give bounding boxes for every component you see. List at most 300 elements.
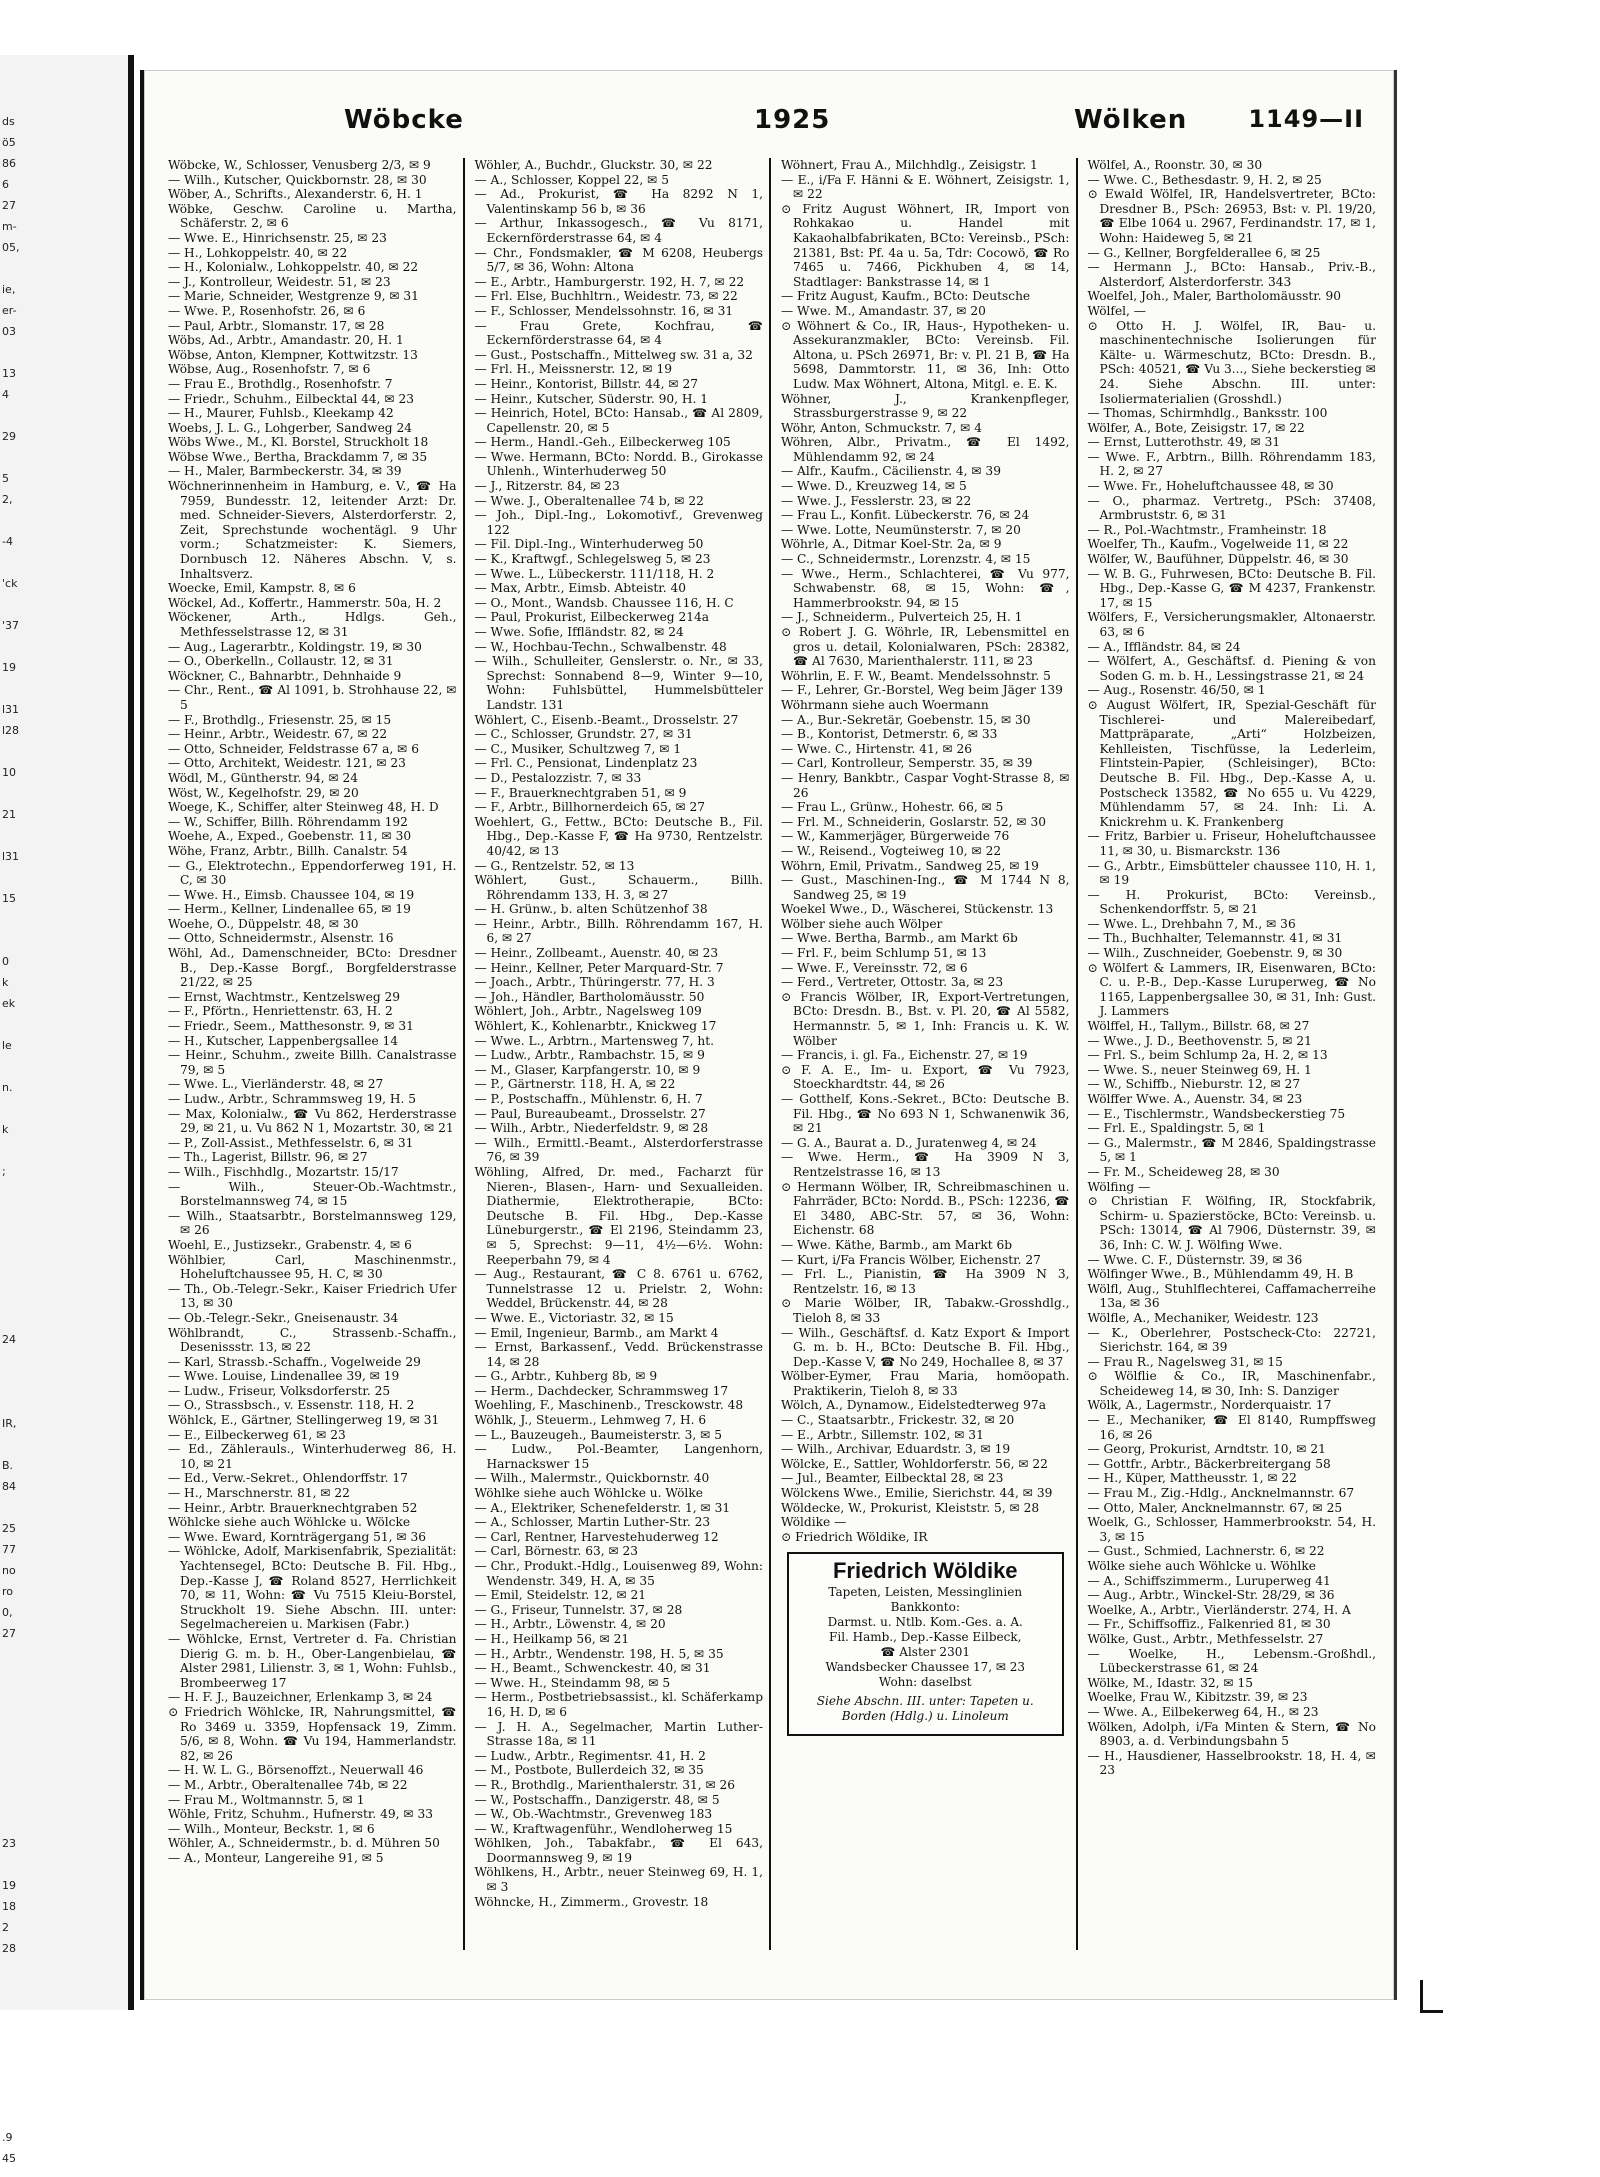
directory-entry: Wölffel, H., Tallym., Billstr. 68, ✉ 27 [1087,1019,1310,1034]
directory-entry: — Wwe. H., Eimsb. Chaussee 104, ✉ 19 [168,887,415,902]
directory-entry: Wöhlcke siehe auch Wöhlcke u. Wölcke [168,1515,411,1530]
directory-entry: — Paul, Bureaubeamt., Drosselstr. 27 [474,1106,706,1121]
directory-entry: — Otto, Maler, Ancknelmannstr. 67, ✉ 25 [1087,1500,1343,1515]
directory-entry: — H. F. J., Bauzeichner, Erlenkamp 3, ✉ 24 [168,1690,433,1705]
directory-entry: ⊙ Christian F. Wölfing, IR, Stockfabrik, Schirm- u. Spazierstöcke, BCto: Vereinsb. u. PSch: 13014, ☎ Al 7906, Düsternstr. 39, ✉ 36, Inh: C. W. J. Wölfing Wwe. [1087,1194,1376,1252]
directory-entry: — Chr., Fondsmakler, ☎ M 6208, Heubergs 5/7, ✉ 36, Wohn: Altona [474,245,763,275]
directory-entry: — Wwe. H., Steindamm 98, ✉ 5 [474,1675,671,1690]
directory-entry: — Hermann J., BCto: Hansab., Priv.-B., Alsterdorf, Alsterdorferstr. 343 [1087,260,1376,289]
directory-entry: — F., Pförtn., Henriettenstr. 63, H. 2 [168,1004,393,1019]
directory-entry: — Wwe. E., Victoriastr. 32, ✉ 15 [474,1310,674,1325]
directory-entry: Wöhlbrandt, C., Strassenb.-Schaffn., Desenissstr. 13, ✉ 22 [168,1325,457,1355]
directory-entry: — Chr., Rent., ☎ Al 1091, b. Strohhause 22, ✉ 5 [168,683,457,712]
directory-entry: ⊙ Wölfert & Lammers, IR, Eisenwaren, BCto: C. u. P.-B., Dep.-Kasse Luruperweg, ☎ No 1165, Lappenbergsallee 30, ✉ 31, Inh: Gust. J. Lammers [1087,960,1376,1019]
directory-entry: — Heinrich, Hotel, BCto: Hansab., ☎ Al 2809, Capellenstr. 20, ✉ 5 [474,406,763,435]
directory-entry: Wöhle, Fritz, Schuhm., Hufnerstr. 49, ✉ 33 [168,1807,434,1822]
directory-entry: — Wwe. L., Vierländerstr. 48, ✉ 27 [168,1077,384,1092]
directory-entry: — Heinr., Kellner, Peter Marquard-Str. 7 [474,960,724,975]
header-right-keyword: Wölken [1074,105,1188,135]
directory-entry: Wöhling, Alfred, Dr. med., Facharzt für Nieren-, Blasen-, Harn- und Sexualleiden. Diathermie, Elektrotherapie, BCto: Deutsche B. Fil. Hbg., Dep.-Kasse Lüneburgerstr., ☎ El 2196, Steindamm 23, ✉ 5, Sprechst: 9—11, 4½—6½. Wohn: Reeperbahn 79, ✉ 4 [474,1164,763,1267]
directory-entry: — Henry, Bankbtr., Caspar Voght-Strasse 8, ✉ 26 [781,770,1070,800]
directory-entry: — Ludw., Arbtr., Schrammsweg 19, H. 5 [168,1092,417,1106]
directory-entry: — Ernst, Wachtmstr., Kentzelsweg 29 [168,989,401,1004]
directory-entry: Woelfel, Joh., Maler, Bartholomäusstr. 90 [1087,289,1341,304]
directory-entry: — Frl. M., Schneiderin, Goslarstr. 52, ✉ 30 [781,814,1046,829]
directory-entry: — Heinr., Kutscher, Süderstr. 90, H. 1 [474,391,709,406]
directory-entry: — Wwe. Sofie, Iffländstr. 82, ✉ 24 [474,625,684,639]
directory-entry: Wöbcke, W., Schlosser, Venusberg 2/3, ✉ 9 [168,158,431,172]
directory-entry: Wöhnert, Frau A., Milchhdlg., Zeisigstr. 1 [781,158,1038,172]
directory-entry: — G., Malermstr., ☎ M 2846, Spaldingstrasse 5, ✉ 1 [1087,1135,1376,1165]
directory-entry: Wöckner, C., Bahnarbtr., Dehnhaide 9 [168,668,402,683]
directory-entry: — Aug., Lagerarbtr., Koldingstr. 19, ✉ 30 [168,639,422,654]
directory-entry: — Emil, Ingenieur, Barmb., am Markt 4 [474,1325,719,1340]
directory-entry: Wöber, A., Schrifts., Alexanderstr. 6, H. 1 [168,187,423,202]
directory-entry: Wölfing — [1087,1179,1151,1194]
adjacent-page-fragment: 28 [2,1942,16,1955]
directory-entry: Woege, K., Schiffer, alter Steinweg 48, H. D [168,800,439,815]
directory-entry: — Carl, Kontrolleur, Semperstr. 35, ✉ 39 [781,756,1033,771]
advertisement-line: Wandsbecker Chaussee 17, ✉ 23 [825,1660,1026,1674]
directory-entry: — Gust., Postschaffn., Mittelweg sw. 31 a, 32 [474,347,753,362]
directory-entry: Wölffer Wwe. A., Auenstr. 34, ✉ 23 [1087,1092,1303,1106]
column-3 [777,158,1078,1950]
directory-entry: Wöhr, Anton, Schmuckstr. 7, ✉ 4 [781,420,982,435]
adjacent-page-fragment: 27 [2,199,16,212]
adjacent-page-fragment: l31 [2,850,20,863]
directory-entry: Wöhren, Albr., Privatm., ☎ El 1492, Mühlendamm 92, ✉ 24 [781,435,1070,464]
directory-entry: — Heinr., Schuhm., zweite Billh. Canalstrasse 79, ✉ 5 [168,1048,457,1077]
advertisement-line: Wohn: daselbst [878,1675,972,1689]
directory-entry: — G., Elektrotechn., Eppendorferweg 191, H. C, ✉ 30 [168,858,457,888]
directory-entry: — Th., Buchhalter, Telemannstr. 41, ✉ 31 [1087,931,1343,946]
adjacent-page-fragment: ie, [2,283,16,296]
directory-entry: Wölfl, Aug., Stuhlflechterei, Caffamacherreihe 13a, ✉ 36 [1087,1281,1376,1311]
directory-entry: ⊙ Robert J. G. Wöhrle, IR, Lebensmittel en gros u. detail, Kolonialwaren, PSch: 28382, ☎ Al 7630, Marienthalerstr. 111, ✉ 23 [781,625,1070,669]
directory-entry: — Wwe. Käthe, Barmb., am Markt 6b [781,1237,1013,1252]
adjacent-page-fragment: 23 [2,1837,16,1850]
directory-entry: ⊙ Friedrich Wöhlcke, IR, Nahrungsmittel, ☎ Ro 3469 u. 3359, Hopfensack 19, Zimm. 5/6, ✉ 8, Wohn. ☎ Vu 194, Hammerlandstr. 82, ✉ 26 [168,1704,457,1763]
directory-entry: — Wilh., Ermittl.-Beamt., Alsterdorferstrasse 76, ✉ 39 [474,1135,763,1165]
directory-entry: — Wwe. C. F., Düsternstr. 39, ✉ 36 [1087,1252,1303,1267]
directory-entry: Woehe, A., Exped., Goebenstr. 11, ✉ 30 [168,829,412,844]
directory-entry: Wöhrn, Emil, Privatm., Sandweg 25, ✉ 19 [781,858,1039,873]
directory-entry: — K., Oberlehrer, Postscheck-Cto: 22721, Sierichstr. 164, ✉ 39 [1087,1325,1376,1355]
directory-entry: ⊙ Francis Wölber, IR, Export-Vertretungen, BCto: Dresdn. B., Bst. v. Pl. 20, ☎ Al 5582, Hermannstr. 5, ✉ 1, Inh: Francis u. K. W. Wölber [781,989,1070,1048]
directory-entry: — Wwe. J., Fesslerstr. 23, ✉ 22 [781,493,972,508]
adjacent-page-fragment: 15 [2,892,16,905]
directory-entry: — Wilh., Steuer-Ob.-Wachtmstr., Borstelmannsweg 74, ✉ 15 [168,1179,457,1209]
directory-entry: — Ob.-Telegr.-Sekr., Gneisenaustr. 34 [168,1310,399,1325]
adjacent-page-fragment: B. [2,1459,14,1472]
directory-entry: — Ernst, Barkassenf., Vedd. Brückenstrasse 14, ✉ 28 [474,1340,763,1369]
directory-entry: — Ad., Prokurist, ☎ Ha 8292 N 1, Valentinskamp 56 b, ✉ 36 [474,187,763,216]
adjacent-page-fragment: er- [2,304,17,317]
directory-entry: — Aug., Rosenstr. 46/50, ✉ 1 [1087,683,1266,698]
directory-entry: — Heinr., Arbtr., Weidestr. 67, ✉ 22 [168,727,388,742]
directory-entry: — W., Schiffb., Nieburstr. 12, ✉ 27 [1087,1077,1301,1092]
directory-entry: Wöhl, Ad., Damenschneider, BCto: Dresdner B., Dep.-Kasse Borgf., Borgfelderstrasse 21/22, ✉ 25 [168,946,457,990]
directory-entry: — Ludw., Pol.-Beamter, Langenhorn, Harnackswег 15 [474,1442,763,1471]
directory-entry: — Fil. Dipl.-Ing., Winterhuderweg 50 [474,537,704,552]
directory-entry: — Wöhlcke, Ernst, Vertreter d. Fa. Christian Dierig G. m. b. H., Ober-Langenbielau, ☎ Alster 2981, Lilienstr. 3, ✉ 1, Wohn: Fuhlsb., Brombeerweg 17 [168,1631,457,1690]
directory-entry: — Ed., Zählerauls., Winterhuderweg 86, H. 10, ✉ 21 [168,1442,457,1471]
directory-entry: Wöhrmann siehe auch Woermann [781,697,989,712]
directory-entry: — Wwe., Herm., Schlachterei, ☎ Vu 977, Schwabenstr. 68, ✉ 15, Wohn: ☎, Hammerbrookstr. 94, ✉ 15 [781,566,1070,610]
directory-entry: Wöhlken, Joh., Tabakfabr., ☎ El 643, Doormannsweg 9, ✉ 19 [474,1836,763,1865]
directory-entry: — Heinr., Arbtr. Brauerknechtgraben 52 [168,1500,418,1515]
directory-entry: — Chr., Produkt.-Hdlg., Louisenweg 89, Wohn: Wendenstr. 349, H. A, ✉ 35 [474,1559,763,1588]
directory-entry: — P., Gärtnerstr. 118, H. A, ✉ 22 [474,1077,676,1092]
directory-entry: — Wwe. M., Amandastr. 37, ✉ 20 [781,303,986,318]
column-1 [164,158,465,1950]
directory-entry: — Frau Grete, Kochfrau, ☎ Eckernförderstrasse 64, ✉ 4 [474,318,763,348]
directory-entry: — W., Kraftwagenführ., Wendloherweg 15 [474,1821,733,1836]
directory-entry: — Heinr., Zollbeamt., Auenstr. 40, ✉ 23 [474,946,719,961]
directory-entry: Wölfel, — [1087,303,1146,318]
directory-entry: — C., Schneidermstr., Lorenzstr. 4, ✉ 15 [781,552,1031,567]
directory-entry: — H., Arbtr., Wendenstr. 198, H. 5, ✉ 35 [474,1646,724,1661]
directory-entry: — Frau M., Woltmannstr. 5, ✉ 1 [168,1792,365,1807]
directory-entry: — Carl, Rentner, Harvestehuderweg 12 [474,1529,719,1544]
directory-entry: Woecke, Emil, Kampstr. 8, ✉ 6 [168,581,356,596]
adjacent-page-fragment: 19 [2,661,16,674]
adjacent-page-fragment: .9 [2,2131,13,2144]
adjacent-page-fragment: le [2,1039,12,1052]
directory-entry: — Max, Kolonialw., ☎ Vu 862, Herderstrasse 29, ✉ 21, u. Vu 862 N 1, Mozartstr. 30, ✉ 21 [168,1106,457,1136]
directory-entry: — E., Arbtr., Sillemstr. 102, ✉ 31 [781,1427,984,1442]
adjacent-page-fragment: ro [2,1585,14,1598]
directory-entry: — F., Lehrer, Gr.-Borstel, Weg beim Jäger 139 [781,683,1063,698]
directory-entry: — Fr. M., Scheideweg 28, ✉ 30 [1087,1164,1280,1179]
directory-entry: Wödl, M., Güntherstr. 94, ✉ 24 [168,770,359,785]
directory-entry: Wöbse Wwe., Bertha, Brackdamm 7, ✉ 35 [168,449,428,464]
directory-entry: — Woelke, H., Lebensm.-Großhdl., Lübeckerstrasse 61, ✉ 24 [1087,1646,1376,1676]
directory-entry: — Joh., Händler, Bartholomäusstr. 50 [474,989,705,1004]
directory-entry: Wölber-Eymer, Frau Maria, homöopath. Praktikerin, Tieloh 8, ✉ 33 [781,1369,1070,1398]
adjacent-page-fragment: 05, [2,241,20,254]
adjacent-page-fragment: '37 [2,619,20,632]
directory-entry: Woehl, E., Justizsekr., Grabenstr. 4, ✉ 6 [168,1237,412,1252]
directory-entry: — Kurt, i/Fa Francis Wölber, Eichenstr. 27 [781,1252,1041,1267]
directory-entry: — O., Strassbsch., v. Essenstr. 118, H. 2 [168,1398,415,1413]
directory-entry: — Wilh., Malermstr., Quickbornstr. 40 [474,1471,710,1486]
directory-entry: — G. A., Baurat a. D., Juratenweg 4, ✉ 24 [781,1135,1037,1150]
directory-entry: — F., Arbtr., Billhornerdeich 65, ✉ 27 [474,800,706,815]
adjacent-page-fragment: -4 [2,535,13,548]
adjacent-page-fragment: 18 [2,1900,16,1913]
directory-entry: — C., Schlosser, Grundstr. 27, ✉ 31 [474,727,693,742]
directory-entry: — Joh., Dipl.-Ing., Lokomotivf., Grevenweg 122 [474,508,763,537]
directory-entry: — H. W. L. G., Börsenoffzt., Neuerwall 46 [168,1763,424,1778]
adjacent-page-fragment: n. [2,1081,13,1094]
directory-entry: — A., Elektriker, Schenefelderstr. 1, ✉ 31 [474,1500,731,1515]
directory-entry: — H., Kutscher, Lappenbergsallee 14 [168,1033,399,1048]
page-corner-mark [1420,1980,1443,2013]
directory-entry: Wöbse, Anton, Klempner, Kottwitzstr. 13 [168,347,418,362]
directory-entry: — H., Beamt., Schwenckestr. 40, ✉ 31 [474,1661,711,1676]
directory-entry: — Frl. S., beim Schlump 2a, H. 2, ✉ 13 [1087,1048,1328,1063]
directory-entry: Woehlert, G., Fettw., BCto: Deutsche B., Fil. Hbg., Dep.-Kasse F, ☎ Ha 9730, Rentzelstr. 40/42, ✉ 13 [474,814,763,858]
directory-entry: — M., Glaser, Karpfangerstr. 10, ✉ 9 [474,1062,701,1077]
directory-entry: — A., Schlosser, Koppel 22, ✉ 5 [474,172,669,187]
directory-entry: — H., Küper, Mattheusstr. 1, ✉ 22 [1087,1471,1297,1486]
adjacent-page-fragment: 29 [2,430,16,443]
directory-entry: — Wwe. E., Hinrichsenstr. 25, ✉ 23 [168,230,387,245]
adjacent-page-fragment: k [2,1123,9,1136]
directory-entry: — Wwe. Eward, Kornträgergang 51, ✉ 36 [168,1529,427,1544]
directory-entry: — Carl, Börnestr. 63, ✉ 23 [474,1544,639,1559]
directory-entry: — Frl. H., Meissnerstr. 12, ✉ 19 [474,362,672,377]
directory-entry: — G., Friseur, Tunnelstr. 37, ✉ 28 [474,1602,683,1617]
directory-entry: — Karl, Strassb.-Schaffn., Vogelweide 29 [168,1354,421,1369]
directory-entry: Wöhncke, H., Zimmerm., Grovestr. 18 [474,1894,709,1909]
directory-entry: — Ludw., Arbtr., Regimentsr. 41, H. 2 [474,1748,706,1763]
directory-entry: ⊙ Ewald Wölfel, IR, Handelsvertreter, BCto: Dresdner B., PSch: 26953, Bst: v. Pl. 19/20, ☎ Elbe 1064 u. 2967, Ferdinandstr. 17, ✉ 1, Wohn: Haideweg 5, ✉ 21 [1087,187,1376,245]
directory-entry: Wölch, A., Dynamow., Eidelstedterweg 97a [781,1398,1046,1413]
directory-entry: — Wilh., Arbtr., Niederfeldstr. 9, ✉ 28 [474,1121,709,1136]
adjacent-page-fragment: 0 [2,955,9,968]
directory-entry: — A., Schlosser, Martin Luther-Str. 23 [474,1515,711,1530]
adjacent-page-fragment: ek [2,997,16,1010]
directory-entry: Wölcke, E., Sattler, Wohldorferstr. 56, ✉ 22 [781,1456,1048,1471]
advertisement-note: Siehe Abschn. III. unter: Tapeten u. Borden (Hdlg.) u. Linoleum [816,1694,1034,1723]
directory-entry: — J., Ritzerstr. 84, ✉ 23 [474,479,620,494]
page-number: 1149—II [1248,105,1364,133]
directory-entry: — Wwe. C., Bethesdastr. 9, H. 2, ✉ 25 [1087,172,1322,187]
adjacent-page-fragment: no [2,1564,16,1577]
directory-entry: — E., i/Fa F. Hänni & E. Wöhnert, Zeisigstr. 1, ✉ 22 [781,172,1070,202]
directory-entry: — Gottfr., Arbtr., Bäckerbreitergang 58 [1087,1456,1331,1471]
adjacent-page-fragment: 4 [2,388,9,401]
directory-entry: — P., Zoll-Assist., Methfesselstr. 6, ✉ 31 [168,1135,414,1150]
header-left-keyword: Wöbcke [344,105,464,135]
directory-entry: — A., Iffländstr. 84, ✉ 24 [1087,639,1241,654]
directory-entry: — Emil, Steidelstr. 12, ✉ 21 [474,1588,647,1603]
directory-entry: — Frl. F., beim Schlump 51, ✉ 13 [781,946,987,961]
adjacent-page-fragment: 84 [2,1480,16,1493]
directory-entry: Wöhlert, C., Eisenb.-Beamt., Drosselstr. 27 [474,712,739,727]
directory-entry: — W. B. G., Fuhrwesen, BCto: Deutsche B. Fil. Hbg., Dep.-Kasse G, ☎ M 4237, Frankenstr. 17, ✉ 15 [1087,566,1376,610]
directory-entry: — Max, Arbtr., Eimsb. Abteistr. 40 [474,581,687,596]
directory-entry: — W., Kammerjäger, Bürgerweide 76 [781,829,1010,844]
directory-entry: — Otto, Schneider, Feldstrasse 67 a, ✉ 6 [168,741,419,756]
directory-entry: — Herm., Dachdecker, Schrammsweg 17 [474,1383,729,1398]
directory-entry: — Wilh., Zuschneider, Goebenstr. 9, ✉ 30 [1087,946,1343,961]
directory-entry: Wöckener, Arth., Hdlgs. Geh., Methfesselstrasse 12, ✉ 31 [168,610,457,639]
directory-entry: Woehe, O., Düppelstr. 48, ✉ 30 [168,916,359,931]
directory-entry: — H. Grünw., b. alten Schützenhof 38 [474,902,708,917]
directory-entry: — Wilh., Kutscher, Quickbornstr. 28, ✉ 30 [168,172,427,187]
directory-entry: — E., Mechaniker, ☎ El 8140, Rumpffsweg 16, ✉ 26 [1087,1413,1376,1442]
directory-entry: Wölke, Gust., Arbtr., Methfesselstr. 27 [1087,1631,1324,1646]
directory-entry: — Wilh., Archivar, Eduardstr. 3, ✉ 19 [781,1442,1011,1457]
directory-entry: — H., Marschnerstr. 81, ✉ 22 [168,1486,350,1501]
directory-entry: Wöhlck, E., Gärtner, Stellingerweg 19, ✉ 31 [168,1413,440,1428]
adjacent-page-fragment: 19 [2,1879,16,1892]
adjacent-page-fragment: 03 [2,325,16,338]
directory-entry: Woebs, J. L. G., Lohgerber, Sandweg 24 [168,420,412,435]
directory-entry: — P., Postschaffn., Mühlenstr. 6, H. 7 [474,1092,703,1106]
directory-entry: — Wwe. F., Vereinsstr. 72, ✉ 6 [781,960,968,975]
column-2 [471,158,772,1950]
directory-entry: — O., Mont., Wandsb. Chaussee 116, H. C [474,595,734,610]
directory-entry: — D., Pestalozzistr. 7, ✉ 33 [474,770,642,785]
directory-entry: Wölfers, F., Versicherungsmakler, Altonaerstr. 63, ✉ 6 [1087,610,1376,639]
directory-entry: — W., Hochbau-Techn., Schwalbenstr. 48 [474,639,727,654]
advertisement-box [787,1552,1064,1736]
directory-columns [164,158,1382,1950]
adjacent-page-fragment: 6 [2,178,9,191]
page-header [164,100,1384,150]
directory-entry: — Wöhlcke, Adolf, Markisenfabrik, Spezialität: Yachtensegel, BCto: Deutsche B. Fil. Hbg., Dep.-Kasse J, ☎ Roland 8527, Herrlichkeit 70, ✉ 11, Wohn: ☎ Vu 7515 Kleiu-Borstel, Struckholt 19. Siehe Abschn. III. unter: Segelmachereien u. Markisen (Fabr.) [168,1544,457,1632]
directory-entry: — Wwe., J. D., Beethovenstr. 5, ✉ 21 [1087,1033,1312,1048]
directory-entry: Wöst, W., Kegelhofstr. 29, ✉ 20 [168,785,359,800]
directory-entry: — L., Bauzeugeh., Baumeisterstr. 3, ✉ 5 [474,1427,722,1442]
directory-entry: ⊙ Wöhnert & Co., IR, Haus-, Hypotheken- u. Assekuranzmakler, BCto: Vereinsb. Fil. Altona, u. PSch 26971, Br: v. Pl. 21 B, ☎ Ha 5698, Dammtorstr. 11, ✉ 36, Inh: Otto Ludw. Max Wöhnert, Altona, Mitgl. e. E. K. [781,318,1070,391]
directory-entry: Wöhlbier, Carl, Maschinenmstr., Hoheluftchaussee 95, H. C, ✉ 30 [168,1252,457,1282]
directory-entry: — H., Lohkoppelstr. 40, ✉ 22 [168,245,348,260]
directory-entry: — Otto, Schneidermstr., Alsenstr. 16 [168,931,394,946]
directory-entry: — G., Kellner, Borgfelderallee 6, ✉ 25 [1087,245,1321,260]
advertisement-line: Fil. Hamb., Dep.-Kasse Eilbeck, [829,1630,1022,1644]
directory-entry: — W., Schiffer, Billh. Röhrendamm 192 [168,814,408,829]
directory-entry: — Frl. C., Pensionat, Lindenplatz 23 [474,756,698,771]
adjacent-page-fragment: 2 [2,1921,9,1934]
directory-entry: Wöckel, Ad., Koffertr., Hammerstr. 50a, H. 2 [168,595,442,610]
directory-entry: Wöhlke siehe auch Wöhlcke u. Wölke [474,1486,703,1501]
directory-entry: ⊙ Fritz August Wöhnert, IR, Import von Rohkakao u. Handel mit Kakaohalbfabrikaten, BCto: Vereinsb., PSch: 21381, Bst: Pf. 4a u. 5a, Tdr: Cocowö, ☎ Ro 7465 u. 7466, Pickhuben 4, ✉ 14, Stadtlager: Bankstrasse 14, ✉ 1 [781,201,1070,289]
directory-entry: — J., Kontrolleur, Weidestr. 51, ✉ 23 [168,274,391,289]
directory-entry: — W., Postschaffn., Danzigerstr. 48, ✉ 5 [474,1792,720,1807]
directory-entry: — A., Bur.-Sekretär, Goebenstr. 15, ✉ 30 [781,712,1031,727]
directory-entry: — F., Schlosser, Mendelssohnstr. 16, ✉ 31 [474,303,734,318]
directory-entry: Wöhe, Franz, Arbtr., Billh. Canalstr. 54 [168,843,408,858]
directory-entry: Woekel Wwe., D., Wäscherei, Stückenstr. 13 [781,902,1054,917]
directory-entry: — Paul, Arbtr., Slomanstr. 17, ✉ 28 [168,318,385,333]
directory-entry: Wölke siehe auch Wöhlcke u. Wöhlke [1087,1559,1316,1573]
directory-entry: — Wwe. Lotte, Neumünsterstr. 7, ✉ 20 [781,522,1021,537]
directory-entry: — B., Kontorist, Detmerstr. 6, ✉ 33 [781,727,998,742]
directory-entry: Wölken, Adolph, i/Fa Minten & Stern, ☎ No 8903, a. d. Verbindungsbahn 5 [1087,1719,1376,1749]
directory-entry: — M., Postbote, Bullerdeich 32, ✉ 35 [474,1763,704,1778]
directory-entry: Wöhlk, J., Steuerm., Lehmweg 7, H. 6 [474,1413,707,1428]
directory-entry: ⊙ Friedrich Wöldike, IR [781,1529,928,1544]
directory-entry: — Otto, Architekt, Weidestr. 121, ✉ 23 [168,756,406,771]
directory-entry: Wöbse, Aug., Rosenhofstr. 7, ✉ 6 [168,362,371,377]
directory-entry: Woelfer, Th., Kaufm., Vogelweide 11, ✉ 22 [1087,537,1349,552]
directory-entry: — H., Kolonialw., Lohkoppelstr. 40, ✉ 22 [168,260,419,275]
directory-entry: — Fritz, Barbier u. Friseur, Hoheluftchaussee 11, ✉ 30, u. Bismarckstr. 136 [1087,829,1376,858]
directory-entry: — Francis, i. gl. Fa., Eichenstr. 27, ✉ 19 [781,1048,1028,1063]
directory-entry: Woelke, Frau W., Kibitzstr. 39, ✉ 23 [1087,1690,1308,1705]
adjacent-page-fragment: 'ck [2,577,18,590]
adjacent-page-fragment: 27 [2,1627,16,1640]
directory-entry: — Marie, Schneider, Westgrenze 9, ✉ 31 [168,289,419,304]
adjacent-page-fragment: 5 [2,472,9,485]
directory-entry: — Herm., Kellner, Lindenallee 65, ✉ 19 [168,902,411,917]
directory-entry: — H., Hausdiener, Hasselbrookstr. 18, H. 4, ✉ 23 [1087,1748,1376,1778]
directory-entry: — H., Maler, Barmbeckerstr. 34, ✉ 39 [168,464,402,479]
directory-entry: — J. H. A., Segelmacher, Martin Luther-Strasse 18a, ✉ 11 [474,1719,763,1749]
directory-entry: — W., Ob.-Wachtmstr., Grevenweg 183 [474,1807,713,1822]
directory-entry: — Wwe. Hermann, BCto: Nordd. B., Girokasse Uhlenh., Winterhuderweg 50 [474,449,763,479]
directory-entry: — R., Pol.-Wachtmstr., Framheinstr. 18 [1087,522,1327,537]
directory-entry: Wöldike — [781,1515,847,1530]
directory-entry: — Paul, Prokurist, Eilbeckerweg 214a [474,610,710,625]
directory-entry: — H. Prokurist, BCto: Vereinsb., Schenkendorffstr. 5, ✉ 21 [1087,887,1376,917]
column-3-entries [781,158,1070,1544]
directory-entry: — Frl. E., Spaldingstr. 5, ✉ 1 [1087,1121,1266,1136]
column-4 [1084,158,1383,1950]
directory-entry: — E., Arbtr., Hamburgerstr. 192, H. 7, ✉ 22 [474,274,745,289]
directory-entry: — Wwe. L., Drehbahn 7, M., ✉ 36 [1087,916,1296,931]
directory-entry: — H., Maurer, Fuhlsb., Kleekamp 42 [168,406,394,421]
directory-entry: — Wwe. Louise, Lindenallee 39, ✉ 19 [168,1369,400,1384]
directory-entry: ⊙ Otto H. J. Wölfel, IR, Bau- u. maschinentechnische Isolierungen für Kälte- u. Wärmeschutz, BCto: Dresdn. B., PSch: 40521, ☎ Vu 3..., Siehe beckerstieg ✉ 24. Siehe Abschn. III. unter: Isoliermaterialien (Grosshdl.) [1087,318,1376,406]
directory-entry: Wöhrlin, E. F. W., Beamt. Mendelssohnstr. 5 [781,668,1051,683]
directory-entry: — Friedr., Seem., Matthesonstr. 9, ✉ 31 [168,1019,414,1034]
directory-entry: Wöbs Wwe., M., Kl. Borstel, Struckholt 18 [168,435,429,450]
directory-entry: — Wwe. Herm., ☎ Ha 3909 N 3, Rentzelstrasse 16, ✉ 13 [781,1150,1070,1179]
directory-entry: — G., Rentzelstr. 52, ✉ 13 [474,858,635,873]
directory-entry: — Gotthelf, Kons.-Sekret., BCto: Deutsche B. Fil. Hbg., ☎ No 693 N 1, Schwanenwik 36, ✉ 21 [781,1092,1070,1136]
directory-entry: — Gust., Maschinen-Ing., ☎ M 1744 N 8, Sandweg 25, ✉ 19 [781,873,1070,902]
directory-entry: — Herm., Handl.-Geh., Eilbeckerweg 105 [474,435,731,450]
advertisement-title: Friedrich Wöldike [832,1558,1018,1584]
directory-entry: — O., Oberkelln., Collaustr. 12, ✉ 31 [168,654,394,669]
directory-entry: — Friedr., Schuhm., Eilbecktal 44, ✉ 23 [168,391,414,406]
directory-entry: — O., pharmaz. Vertretg., PSch: 37408, Armbruststr. 6, ✉ 31 [1087,493,1376,523]
adjacent-page-fragment: 77 [2,1543,16,1556]
adjacent-page-fragment: 2, [2,493,13,506]
adjacent-page-fragment: ; [2,1165,6,1178]
directory-entry: — Wilh., Geschäftsf. d. Katz Export & Import G. m. b. H., BCto: Deutsche B. Fil. Hbg., Dep.-Kasse V, ☎ No 249, Hochallee 8, ✉ 37 [781,1325,1070,1369]
directory-entry: — Wilh., Staatsarbtr., Borstelmannsweg 129, ✉ 26 [168,1208,457,1238]
adjacent-page-fragment: l31 [2,703,20,716]
directory-entry: — Wwe. S., neuer Steinweg 69, H. 1 [1087,1062,1312,1077]
directory-entry: — Joach., Arbtr., Thüringerstr. 77, H. 3 [474,975,715,990]
directory-entry: — Arthur, Inkassogesch., ☎ Vu 8171, Eckernförderstrasse 64, ✉ 4 [474,216,763,245]
directory-entry: Wöhlert, K., Kohlenarbtr., Knickweg 17 [474,1019,717,1034]
directory-entry: Wöhrle, A., Ditmar Koel-Str. 2a, ✉ 9 [781,537,1002,552]
directory-entry: Woelke, A., Arbtr., Vierländerstr. 274, H. A [1087,1602,1351,1617]
directory-entry: — Ludw., Friseur, Volksdorferstr. 25 [168,1383,391,1398]
directory-entry: — G., Arbtr., Eimsbütteler chaussee 110, H. 1, ✉ 19 [1087,858,1376,888]
directory-entry: Wöchnerinnenheim in Hamburg, e. V., ☎ Ha 7959, Bundesstr. 12, leitender Arzt: Dr. med. Schneider-Sievers, Alsterdorferstr. 2, Zeit, Sprechstunde wochentägl. 9 Uhr vorm.; Schatzmeister: K. Siemers, Dornbusch 12. Näheres Abschn. V, s. Inhaltsverz. [168,479,457,581]
advertisement-line: Bankkonto: [890,1600,960,1614]
directory-entry: Wöhler, A., Schneidermstr., b. d. Mühren 50 [168,1836,440,1851]
directory-entry: — Frl. Else, Buchhltrn., Weidestr. 73, ✉ 22 [474,289,738,304]
adjacent-page-fragment: 0, [2,1606,13,1619]
directory-entry: Wöhlert, Joh., Arbtr., Nagelsweg 109 [474,1004,702,1019]
adjacent-page-fragment: 13 [2,367,16,380]
directory-page [140,70,1397,2000]
directory-entry: — W., Reisend., Vogteiweg 10, ✉ 22 [781,843,1002,858]
directory-entry: Woelk, G., Schlosser, Hammerbrookstr. 54, H. 3, ✉ 15 [1087,1515,1376,1544]
directory-entry: — Ferd., Vertreter, Ottostr. 3a, ✉ 23 [781,975,1004,990]
directory-entry: — Heinr., Arbtr., Billh. Röhrendamm 167, H. 6, ✉ 27 [474,916,763,946]
directory-entry: — Frau R., Nagelsweg 31, ✉ 15 [1087,1354,1283,1369]
directory-entry: — Fr., Schiffsoffiz., Falkenried 81, ✉ 30 [1087,1617,1331,1632]
directory-entry: — R., Brothdlg., Marienthalerstr. 31, ✉ 26 [474,1777,736,1792]
directory-entry: — A., Schiffszimmerm., Luruperweg 41 [1087,1573,1331,1588]
directory-entry: — Jul., Beamter, Eilbecktal 28, ✉ 23 [781,1471,1004,1486]
advertisement-line: ☎ Alster 2301 [880,1645,970,1659]
adjacent-page-fragment: ö5 [2,136,16,149]
directory-entry: ⊙ Hermann Wölber, IR, Schreibmaschinen u. Fahrräder, BCto: Nordd. B., PSch: 12236, ☎ El 3480, ABC-Str. 57, ✉ 36, Wohn: Eichenstr. 68 [781,1179,1070,1238]
directory-entry: — Wwe. J., Oberaltenallee 74 b, ✉ 22 [474,493,704,508]
